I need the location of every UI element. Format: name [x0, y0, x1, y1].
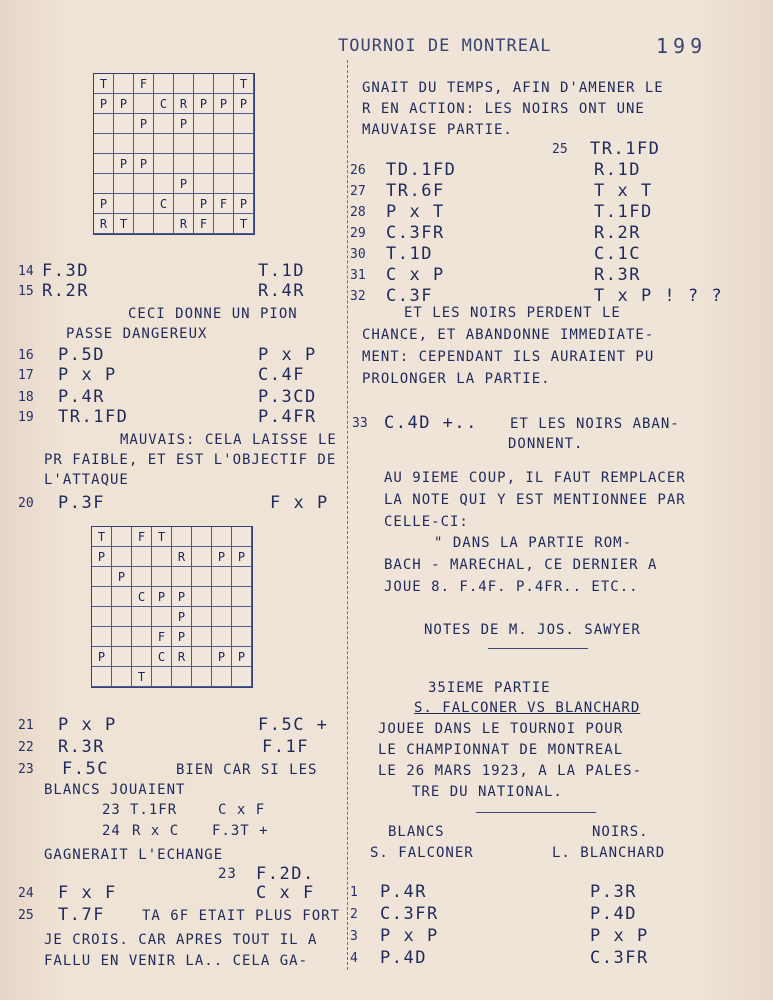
board-square — [194, 154, 214, 174]
white-move: F.3D — [42, 261, 89, 281]
annotation-line: CECI DONNE UN PION — [128, 306, 298, 322]
board-square — [174, 194, 194, 214]
variation-white-move: T.1FR — [130, 802, 178, 818]
board-square: C — [132, 587, 152, 607]
board-square: R — [94, 214, 114, 234]
board-square: P — [94, 94, 114, 114]
annotation-line: BACH - MARECHAL, CE DERNIER A — [384, 557, 658, 573]
variation-black-move: F.3T + — [212, 823, 269, 839]
annotation-line: BIEN CAR SI LES — [176, 762, 318, 778]
board-square: P — [174, 174, 194, 194]
column-divider — [347, 60, 349, 970]
move-number: 25 — [18, 908, 34, 923]
board-square: P — [152, 587, 172, 607]
board-square: T — [114, 214, 134, 234]
black-move: R.2R — [594, 223, 641, 243]
board-square — [152, 667, 172, 687]
black-move: C.1C — [594, 244, 641, 264]
black-move: F.1F — [262, 737, 309, 757]
white-move: P.5D — [58, 345, 105, 365]
black-move: T.1D — [258, 261, 305, 281]
board-square — [154, 134, 174, 154]
board-square: P — [112, 567, 132, 587]
board-square — [214, 134, 234, 154]
board-square — [132, 627, 152, 647]
annotation-line: BLANCS JOUAIENT — [44, 782, 186, 798]
board-square — [192, 587, 212, 607]
board-square — [94, 134, 114, 154]
board-square: P — [172, 627, 192, 647]
board-square: T — [152, 527, 172, 547]
board-square — [112, 667, 132, 687]
board-square — [114, 134, 134, 154]
annotation-line: LA NOTE QUI Y EST MENTIONNEE PAR — [384, 492, 686, 508]
black-move: R.4R — [258, 281, 305, 301]
board-square: P — [232, 547, 252, 567]
board-square: P — [212, 647, 232, 667]
board-square: P — [92, 547, 112, 567]
black-player-name: L. BLANCHARD — [552, 845, 666, 861]
chess-diagram-2 — [91, 526, 253, 688]
white-move: P x T — [386, 202, 445, 222]
board-square: P — [212, 547, 232, 567]
black-move: P.3CD — [258, 387, 317, 407]
variation-number: 23 — [102, 802, 121, 818]
move-number: 23 — [18, 762, 34, 777]
variation-number: 24 — [102, 823, 121, 839]
move-number: 16 — [18, 348, 34, 363]
board-square — [194, 174, 214, 194]
annotation-line: PR FAIBLE, ET EST L'OBJECTIF DE — [44, 452, 337, 468]
game-players-line: S. FALCONER VS BLANCHARD — [414, 700, 641, 716]
board-square: P — [234, 194, 254, 214]
board-square — [232, 607, 252, 627]
board-square — [232, 587, 252, 607]
black-move: P.3R — [590, 882, 637, 902]
black-move: C.4F — [258, 365, 305, 385]
board-square — [114, 74, 134, 94]
move-number: 30 — [350, 247, 366, 262]
board-square — [94, 154, 114, 174]
board-square — [174, 74, 194, 94]
board-square: P — [174, 114, 194, 134]
notes-signature: NOTES DE M. JOS. SAWYER — [424, 622, 641, 638]
white-move: C.3FR — [386, 223, 445, 243]
annotation-line: ET LES NOIRS ABAN- — [510, 416, 680, 432]
white-move: R.2R — [42, 281, 89, 301]
black-move: P.4FR — [258, 407, 317, 427]
annotation-line: CHANCE, ET ABANDONNE IMMEDIATE- — [362, 327, 655, 343]
board-square — [212, 567, 232, 587]
board-square: P — [194, 194, 214, 214]
board-square: F — [194, 214, 214, 234]
white-move: T.1D — [386, 244, 433, 264]
annotation-line: PASSE DANGEREUX — [66, 326, 208, 342]
white-move: C.3FR — [380, 904, 439, 924]
board-square — [234, 134, 254, 154]
board-square — [134, 194, 154, 214]
board-square: F — [152, 627, 172, 647]
white-move: P.3F — [58, 493, 105, 513]
board-square — [212, 607, 232, 627]
move-number: 26 — [350, 163, 366, 178]
black-move: F.5C + — [258, 715, 329, 735]
white-move: F x F — [58, 883, 117, 903]
board-square — [114, 194, 134, 214]
white-move: C.4D +.. — [384, 413, 478, 433]
move-number: 33 — [352, 416, 368, 431]
variation-white-move: R x C — [132, 823, 180, 839]
board-square — [112, 607, 132, 627]
board-square — [134, 94, 154, 114]
board-square: P — [232, 647, 252, 667]
white-move: R.3R — [58, 737, 105, 757]
annotation-line: AU 9IEME COUP, IL FAUT REMPLACER — [384, 470, 686, 486]
move-number: 2 — [350, 907, 358, 922]
move-number: 28 — [350, 205, 366, 220]
white-move: P x P — [380, 926, 439, 946]
board-square: P — [134, 114, 154, 134]
variation-black-move: C x F — [218, 802, 266, 818]
black-move: T x T — [594, 181, 653, 201]
board-square — [212, 667, 232, 687]
board-square: F — [134, 74, 154, 94]
board-square — [194, 134, 214, 154]
board-square — [92, 627, 112, 647]
move-number: 29 — [350, 226, 366, 241]
board-square — [112, 527, 132, 547]
black-move: P.4D — [590, 904, 637, 924]
board-square — [214, 174, 234, 194]
board-square — [232, 527, 252, 547]
board-square — [132, 567, 152, 587]
annotation-line: MENT: CEPENDANT ILS AURAIENT PU — [362, 349, 655, 365]
white-move: P.4R — [58, 387, 105, 407]
board-square — [152, 607, 172, 627]
move-number: 15 — [18, 284, 34, 299]
separator-line — [476, 812, 596, 813]
board-square — [152, 547, 172, 567]
annotation-line: R EN ACTION: LES NOIRS ONT UNE — [362, 101, 645, 117]
white-move: TR.6F — [386, 181, 445, 201]
board-square — [234, 154, 254, 174]
board-square: P — [172, 607, 192, 627]
white-move: P.4D — [380, 948, 427, 968]
annotation-line: JE CROIS. CAR APRES TOUT IL A — [44, 932, 318, 948]
board-square: P — [194, 94, 214, 114]
separator-line — [488, 648, 588, 649]
board-square — [114, 114, 134, 134]
chess-diagram-1 — [93, 73, 255, 235]
move-number: 22 — [18, 740, 34, 755]
move-number: 31 — [350, 268, 366, 283]
black-move: P x P — [258, 345, 317, 365]
board-square — [112, 547, 132, 567]
board-square — [232, 627, 252, 647]
white-move: TD.1FD — [386, 160, 457, 180]
board-square — [94, 114, 114, 134]
board-square: C — [152, 647, 172, 667]
board-square — [214, 114, 234, 134]
annotation-line: FALLU EN VENIR LA.. CELA GA- — [44, 953, 309, 969]
board-square: R — [172, 647, 192, 667]
board-square — [212, 627, 232, 647]
black-move: T.1FD — [594, 202, 653, 222]
board-square — [192, 667, 212, 687]
board-square — [172, 527, 192, 547]
board-square — [132, 607, 152, 627]
game-title: 35IEME PARTIE — [428, 680, 551, 696]
board-square — [134, 134, 154, 154]
board-square — [112, 587, 132, 607]
annotation-line: CELLE-CI: — [384, 514, 469, 530]
board-square — [92, 587, 112, 607]
black-move: T x P ! ? ? — [594, 286, 724, 306]
board-square: F — [132, 527, 152, 547]
board-square — [152, 567, 172, 587]
board-square — [114, 174, 134, 194]
board-square — [154, 214, 174, 234]
board-square — [214, 74, 234, 94]
move-number: 32 — [350, 289, 366, 304]
white-move: C x P — [386, 265, 445, 285]
board-square: R — [174, 214, 194, 234]
board-square — [134, 174, 154, 194]
board-square: R — [174, 94, 194, 114]
board-square — [154, 114, 174, 134]
black-move: C x F — [256, 883, 315, 903]
annotation-line: GAGNERAIT L'ECHANGE — [44, 847, 224, 863]
board-square — [112, 627, 132, 647]
board-square: P — [94, 194, 114, 214]
board-square — [132, 647, 152, 667]
board-square — [214, 214, 234, 234]
white-player-name: S. FALCONER — [370, 845, 474, 861]
column-header-black: NOIRS. — [592, 824, 649, 840]
annotation-line: ET LES NOIRS PERDENT LE — [404, 305, 621, 321]
board-square: T — [94, 74, 114, 94]
board-square — [132, 547, 152, 567]
white-move: T.7F — [58, 905, 105, 925]
move-number: 21 — [18, 718, 34, 733]
board-square: C — [154, 94, 174, 114]
white-move: F.5C — [62, 759, 109, 779]
board-square — [192, 647, 212, 667]
board-square: T — [234, 74, 254, 94]
black-move: F x P — [270, 493, 329, 513]
white-move: TR.1FD — [58, 407, 129, 427]
move-number: 4 — [350, 951, 358, 966]
move-number: 19 — [18, 410, 34, 425]
move-number: 20 — [18, 496, 34, 511]
board-square — [174, 134, 194, 154]
board-square — [232, 567, 252, 587]
black-move: R.3R — [594, 265, 641, 285]
board-square — [92, 607, 112, 627]
board-square — [154, 174, 174, 194]
board-square: C — [154, 194, 174, 214]
move-number: 24 — [18, 886, 34, 901]
white-move: P x P — [58, 365, 117, 385]
move-number: 27 — [350, 184, 366, 199]
board-square — [212, 527, 232, 547]
board-square: T — [132, 667, 152, 687]
board-square: P — [172, 587, 192, 607]
board-square: P — [234, 94, 254, 114]
board-square — [92, 667, 112, 687]
black-move: P x P — [590, 926, 649, 946]
white-move: C.3F — [386, 286, 433, 306]
board-square: P — [134, 154, 154, 174]
black-move: C.3FR — [590, 948, 649, 968]
black-move: TR.1FD — [590, 139, 661, 159]
board-square — [94, 174, 114, 194]
board-square: T — [92, 527, 112, 547]
game-description-line: JOUEE DANS LE TOURNOI POUR — [378, 721, 624, 737]
annotation-line: GNAIT DU TEMPS, AFIN D'AMENER LE — [362, 80, 664, 96]
board-square: F — [214, 194, 234, 214]
annotation-line: DONNENT. — [508, 436, 584, 452]
page-header-title: TOURNOI DE MONTREAL — [338, 36, 552, 56]
board-square — [232, 667, 252, 687]
board-square — [214, 154, 234, 174]
board-square — [174, 154, 194, 174]
alternative-number: 23 — [218, 866, 237, 882]
annotation-line: L'ATTAQUE — [44, 472, 129, 488]
board-square — [194, 74, 214, 94]
board-square — [234, 114, 254, 134]
white-move: P x P — [58, 715, 117, 735]
white-move: P.4R — [380, 882, 427, 902]
board-square — [192, 527, 212, 547]
annotation-line: MAUVAIS: CELA LAISSE LE — [120, 432, 337, 448]
move-number: 18 — [18, 390, 34, 405]
board-square: P — [114, 154, 134, 174]
column-header-white: BLANCS — [388, 824, 445, 840]
board-square — [194, 114, 214, 134]
move-number: 17 — [18, 368, 34, 383]
board-square: T — [234, 214, 254, 234]
annotation-line: JOUE 8. F.4F. P.4FR.. ETC.. — [384, 579, 639, 595]
board-square — [234, 174, 254, 194]
board-square — [92, 567, 112, 587]
board-square: P — [92, 647, 112, 667]
annotation-line: MAUVAISE PARTIE. — [362, 122, 513, 138]
board-square — [212, 587, 232, 607]
move-number: 25 — [552, 142, 568, 157]
board-square — [192, 547, 212, 567]
move-number: 3 — [350, 929, 358, 944]
board-square — [172, 567, 192, 587]
board-square — [172, 667, 192, 687]
annotation-line: PROLONGER LA PARTIE. — [362, 371, 551, 387]
game-description-line: LE CHAMPIONNAT DE MONTREAL — [378, 742, 624, 758]
annotation-line: TA 6F ETAIT PLUS FORT — [142, 908, 341, 924]
game-description-line: TRE DU NATIONAL. — [412, 784, 563, 800]
black-move: R.1D — [594, 160, 641, 180]
board-square — [112, 647, 132, 667]
board-square: P — [114, 94, 134, 114]
board-square — [192, 627, 212, 647]
board-square — [192, 567, 212, 587]
board-square: P — [214, 94, 234, 114]
alternative-move: F.2D. — [256, 864, 315, 884]
move-number: 14 — [18, 264, 34, 279]
board-square: R — [172, 547, 192, 567]
board-square — [134, 214, 154, 234]
page-number: 199 — [656, 34, 708, 58]
board-square — [154, 154, 174, 174]
game-description-line: LE 26 MARS 1923, A LA PALES- — [378, 763, 643, 779]
board-square — [154, 74, 174, 94]
annotation-line: " DANS LA PARTIE ROM- — [434, 535, 633, 551]
board-square — [192, 607, 212, 627]
move-number: 1 — [350, 885, 358, 900]
